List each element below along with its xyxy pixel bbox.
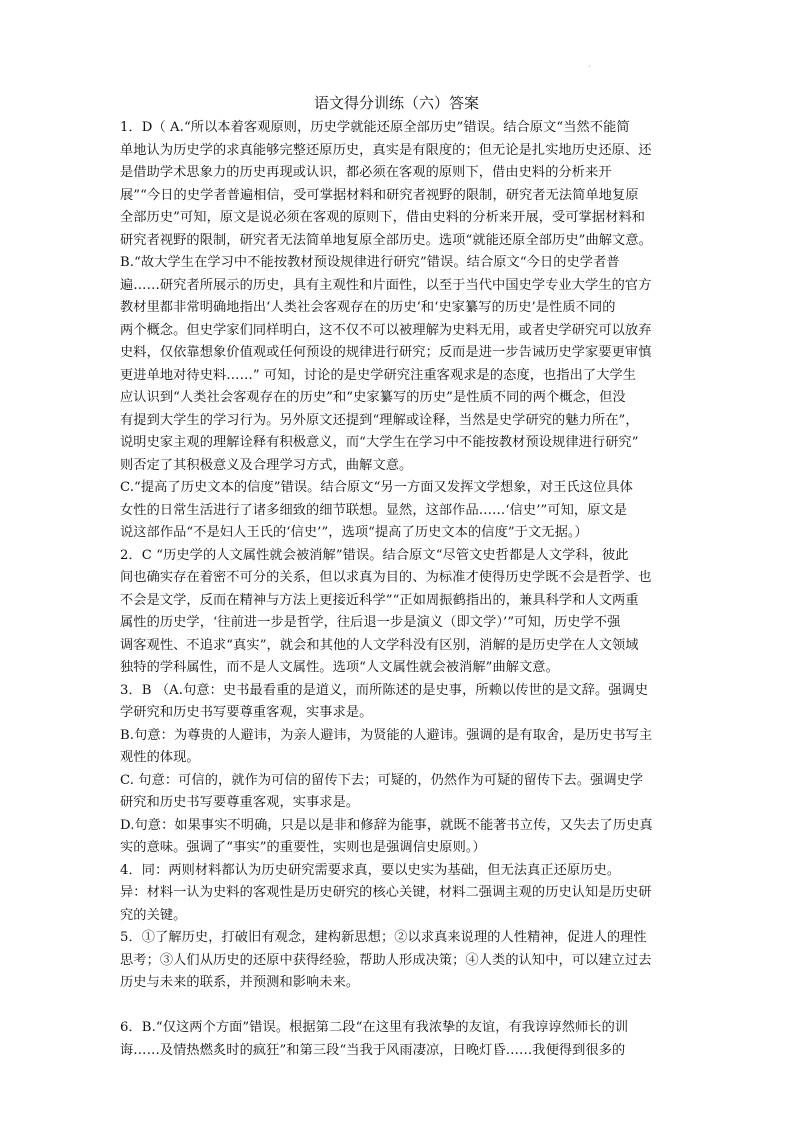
answer-line: B.句意：为尊贵的人避讳，为亲人避讳，为贤能的人避讳。强调的是有取舍，是历史书写主: [120, 728, 653, 743]
answer-line: 应认识到“人类社会客观存在的历史”和“史家纂写的历史”是性质不同的两个概念，但没: [120, 390, 626, 405]
answer-line: 不会是文学，反而在精神与方法上更接近科学”“正如周振鹤指出的，兼具科学和人文两重: [120, 593, 639, 608]
answer-line: 6．B.“仅这两个方面”错误。根据第二段“在这里有我浓挚的友谊，有我谆谆然师长的训: [120, 1020, 629, 1035]
answer-line: C. 句意：可信的，就作为可信的留传下去；可疑的，仍然作为可疑的留传下去。强调史学: [120, 773, 644, 788]
answer-line: 4．同：两则材料都认为历史研究需要求真，要以史实为基础，但无法真正还原历史。: [120, 863, 621, 878]
answer-line: 则否定了其积极意义及合理学习方式，曲解文意。: [120, 458, 413, 473]
scan-speck: ·: [588, 62, 591, 71]
answer-line: 调客观性、不追求“真实”，就会和其他的人文学科没有区别，消解的是历史学在人文领域: [120, 638, 639, 653]
answer-line: 遍……研究者所展示的历史，具有主观性和片面性，以至于当代中国史学专业大学生的官方: [120, 278, 652, 293]
answer-line: 教材里都非常明确地指出‘人类社会客观存在的历史’和‘史家纂写的历史’是性质不同的: [120, 300, 616, 315]
answer-line: 史料，仅依靠想象价值观或任何预设的规律进行研究；反而是进一步告诫历史学家要更审慎: [120, 345, 652, 360]
answer-line: 单地认为历史学的求真能够完整还原历史，真实是有限度的；但无论是扎实地历史还原、还: [120, 143, 652, 158]
answer-line: 5．①了解历史，打破旧有观念，建构新思想；②以求真来说理的人性精神，促进人的理性: [120, 930, 647, 945]
answer-line: 研究和历史书写要尊重客观，实事求是。: [120, 795, 360, 810]
answer-line: 全部历史”可知，原文是说必须在客观的原则下，借由史料的分析来开展，受可掌据材料和: [120, 210, 646, 225]
answer-line: 展”“今日的史学者普遍相信，受可掌据材料和研究者视野的限制，研究者无法简单地复原: [120, 188, 639, 203]
answer-line: 思考；③人们从历史的还原中获得经验，帮助人形成决策；④人类的认知中，可以建立过去: [120, 953, 652, 968]
answer-line: 两个概念。但史学家们同样明白，这不仅不可以被理解为史料无用，或者史学研究可以放弃: [120, 323, 652, 338]
answer-line: 说这部作品“不是妇人王氏的‘信史’”，选项“提高了历史文本的信度”于文无据。）: [120, 525, 588, 540]
answer-line: C.“提高了历史文本的信度”错误。结合原文“另一方面又发挥文学想象，对王氏这位具体: [120, 480, 633, 495]
answer-line: 观性的体现。: [120, 750, 200, 765]
answer-line: 异：材料一认为史料的客观性是历史研究的核心关键，材料二强调主观的历史认知是历史研: [120, 885, 652, 900]
answer-line: 是借助学术思象力的历史再现或认识，都必须在客观的原则下，借由史料的分析来开: [120, 165, 612, 180]
answer-line: 诲……及情热燃炙时的疯狂”和第三段“当我于风雨凄凉，日晚灯昏……我便得到很多的: [120, 1043, 626, 1058]
answer-line: 有提到大学生的学习行为。另外原文还提到“理解或诠释，当然是史学研究的魅力所在”，: [120, 413, 639, 428]
answer-line: 学研究和历史书写要尊重客观，实事求是。: [120, 705, 373, 720]
answer-line: 独特的学科属性，而不是人文属性。选项“人文属性就会被消解”曲解文意。: [120, 660, 559, 675]
answer-line: D.句意：如果事实不明确，只是以是非和修辞为能事，就既不能著书立传，又失去了历史真: [120, 818, 653, 833]
answer-line: 研究者视野的限制，研究者无法简单地复原全部历史。选项“就能还原全部历史”曲解文意。: [120, 233, 652, 248]
answer-line: 更进单地对待史料……” 可知，讨论的是史学研究注重客观求是的态度，也指出了大学生: [120, 368, 637, 383]
answer-line: 1．D（ A.“所以本着客观原则，历史学就能还原全部历史”错误。结合原文“当然不能简: [120, 120, 630, 135]
answer-line: 属性的历史学，‘往前进一步是哲学，往后退一步是演义（即文学）’”可知，历史学不强: [120, 615, 621, 630]
answer-line: 间也确实存在着密不可分的关系，但以求真为目的、为标准才使得历史学既不会是哲学、也: [120, 570, 652, 585]
answer-line: 说明史家主观的理解诠释有积极意义，而“大学生在学习中不能按教材预设规律进行研究”: [120, 435, 639, 450]
answer-line: 历史与未来的联系，并预测和影响未来。: [120, 975, 360, 990]
answer-line: 3．B （A.句意：史书最看重的是道义，而所陈述的是史事，所赖以传世的是文辞。强调史: [120, 683, 649, 698]
answer-line: 2．C “历史学的人文属性就会被消解”错误。结合原文“尽管文史哲都是人文学科，彼此: [120, 548, 629, 563]
answer-line: 究的关键。: [120, 908, 187, 923]
answer-line: 女性的日常生活进行了诸多细致的细节联想。显然，这部作品……‘信史’”可知，原文是: [120, 503, 628, 518]
answer-line: B.“故大学生在学习中不能按教材预设规律进行研究”错误。结合原文“今日的史学者普: [120, 255, 620, 270]
answer-line: 实的意味。强调了“事实”的重要性，实则也是强调信史原则。）: [120, 840, 486, 855]
page-title: 语文得分训练（六）答案: [313, 94, 479, 112]
